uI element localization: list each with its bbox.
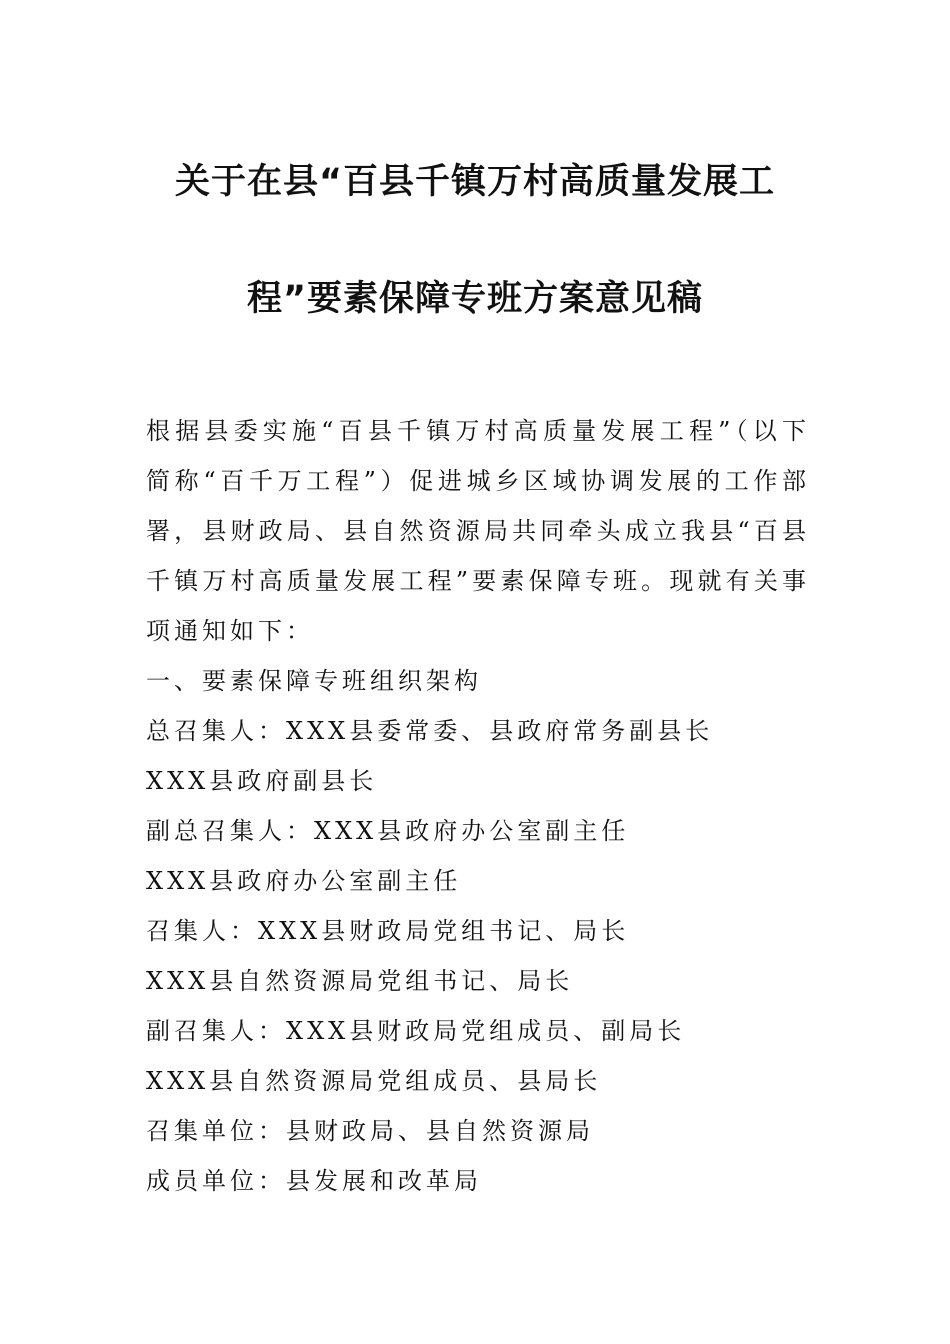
org-line-deputy-convener-finance: 副召集人：XXX县财政局党组成员、副局长 — [146, 1017, 686, 1045]
document-title-line-2: 程”要素保障专班方案意见稿 — [246, 279, 703, 319]
org-line-convener-natural-resources: XXX县自然资源局党组书记、局长 — [146, 967, 574, 995]
org-line-office-deputy-director: XXX县政府办公室副主任 — [146, 867, 462, 895]
org-line-chief-convener: 总召集人：XXX县委常委、县政府常务副县长 — [146, 717, 714, 745]
section-heading: 一、要素保障专班组织架构 — [146, 667, 482, 695]
intro-paragraph: 根据县委实施“百县千镇万村高质量发展工程”（以下简称“百千万工程”）促进城乡区域协调发展的工作部署，县财政局、县自然资源局共同牵头成立我县“百县千镇万村高质量发展工程”要素保障专班。现就有关事项通知如下： — [146, 417, 810, 645]
org-line-convening-units: 召集单位：县财政局、县自然资源局 — [146, 1117, 594, 1145]
org-line-deputy-chief-convener: 副总召集人：XXX县政府办公室副主任 — [146, 817, 630, 845]
org-line-convener-finance: 召集人：XXX县财政局党组书记、局长 — [146, 917, 630, 945]
document-body — [146, 406, 810, 1206]
org-line-deputy-convener-natural-resources: XXX县自然资源局党组成员、县局长 — [146, 1067, 602, 1095]
org-line-vice-county-head: XXX县政府副县长 — [146, 767, 378, 795]
document-title-line-1: 关于在县“百县千镇万村高质量发展工 — [174, 162, 775, 202]
org-line-member-units: 成员单位：县发展和改革局 — [146, 1167, 482, 1195]
